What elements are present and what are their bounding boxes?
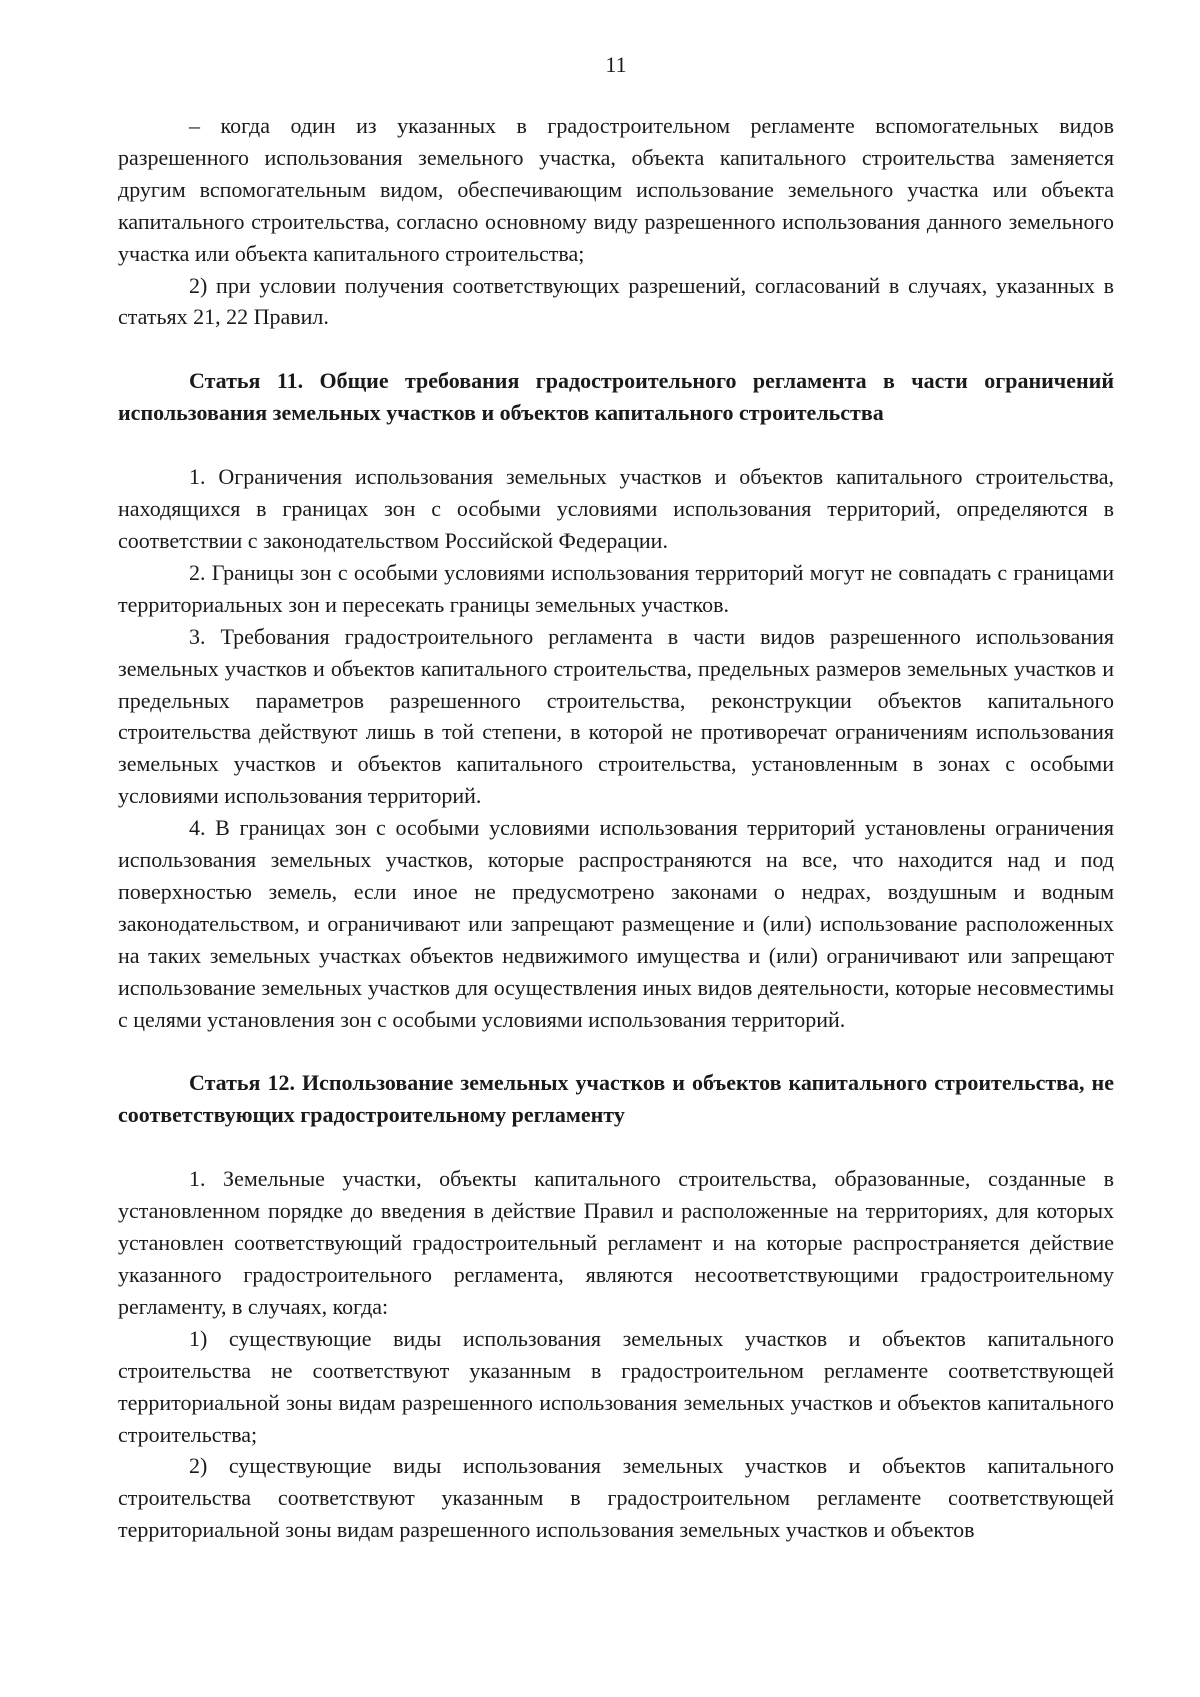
article-12-paragraph-3: 2) существующие виды использования земельных участков и объектов капитального строительства соответствуют указанным в градостроительном регламенте соответствующей территориальной зоны видам разрешенного использования земельных участков и объектов bbox=[118, 1453, 1114, 1543]
article-12-paragraph-2: 1) существующие виды использования земельных участков и объектов капитального строительства не соответствуют указанным в градостроительном регламенте соответствующей территориальной зоны видам разрешенного использования земельных участков и объектов капитального строительства; bbox=[118, 1325, 1114, 1447]
numbered-item-2: 2) при условии получения соответствующих разрешений, согласований в случаях, указанных в статьях 21, 22 Правил. bbox=[118, 272, 1114, 330]
article-11-body bbox=[118, 461, 1114, 1035]
document-page bbox=[118, 52, 1114, 1546]
article-11-paragraph-4: 4. В границах зон с особыми условиями использования территорий установлены ограничения использования земельных участков, которые распространяются на все, что находится над и под поверхностью земель, если иное не предусмотрено законами о недрах, воздушным и водным законодательством, и ограничивают или запрещают размещение и (или) использование расположенных на таких земельных участках объектов недвижимого имущества и (или) ограничивают или запрещают использование земельных участков для осуществления иных видов деятельности, которые несовместимы с целями установления зон с особыми условиями использования территорий. bbox=[118, 815, 1114, 1032]
article-11-paragraph-3: 3. Требования градостроительного регламента в части видов разрешенного использования земельных участков и объектов капитального строительства, предельных размеров земельных участков и предельных параметров разрешенного строительства, реконструкции объектов капитального строительства действуют лишь в той степени, в которой не противоречат ограничениям использования земельных участков и объектов капитального строительства, установленным в зонах с особыми условиями использования территорий. bbox=[118, 623, 1114, 809]
article-12-heading: Статья 12. Использование земельных участков и объектов капитального строительства, не соответствующих градостроительному регламенту bbox=[118, 1070, 1114, 1128]
page-number: 11 bbox=[605, 52, 627, 77]
article-12-paragraph-1: 1. Земельные участки, объекты капитального строительства, образованные, созданные в установленном порядке до введения в действие Правил и расположенные на территориях, для которых установлен соответствующий градостроительный регламент и на которые распространяется действие указанного градостроительного регламента, являются несоответствующими градостроительному регламенту, в случаях, когда: bbox=[118, 1166, 1114, 1319]
article-12-body bbox=[118, 1163, 1114, 1546]
dash-list-item: – когда один из указанных в градостроительном регламенте вспомогательных видов разрешенного использования земельного участка, объекта капитального строительства заменяется другим вспомогательным видом, обеспечивающим использование земельного участка или объекта капитального строительства, согласно основному виду разрешенного использования данного земельного участка или объекта капитального строительства; bbox=[118, 113, 1114, 266]
article-11-paragraph-2: 2. Границы зон с особыми условиями использования территорий могут не совпадать с границами территориальных зон и пересекать границы земельных участков. bbox=[118, 559, 1114, 617]
article-11-paragraph-1: 1. Ограничения использования земельных участков и объектов капитального строительства, находящихся в границах зон с особыми условиями использования территорий, определяются в соответствии с законодательством Российской Федерации. bbox=[118, 464, 1114, 553]
article-11-heading: Статья 11. Общие требования градостроительного регламента в части ограничений использования земельных участков и объектов капитального строительства bbox=[118, 368, 1114, 426]
